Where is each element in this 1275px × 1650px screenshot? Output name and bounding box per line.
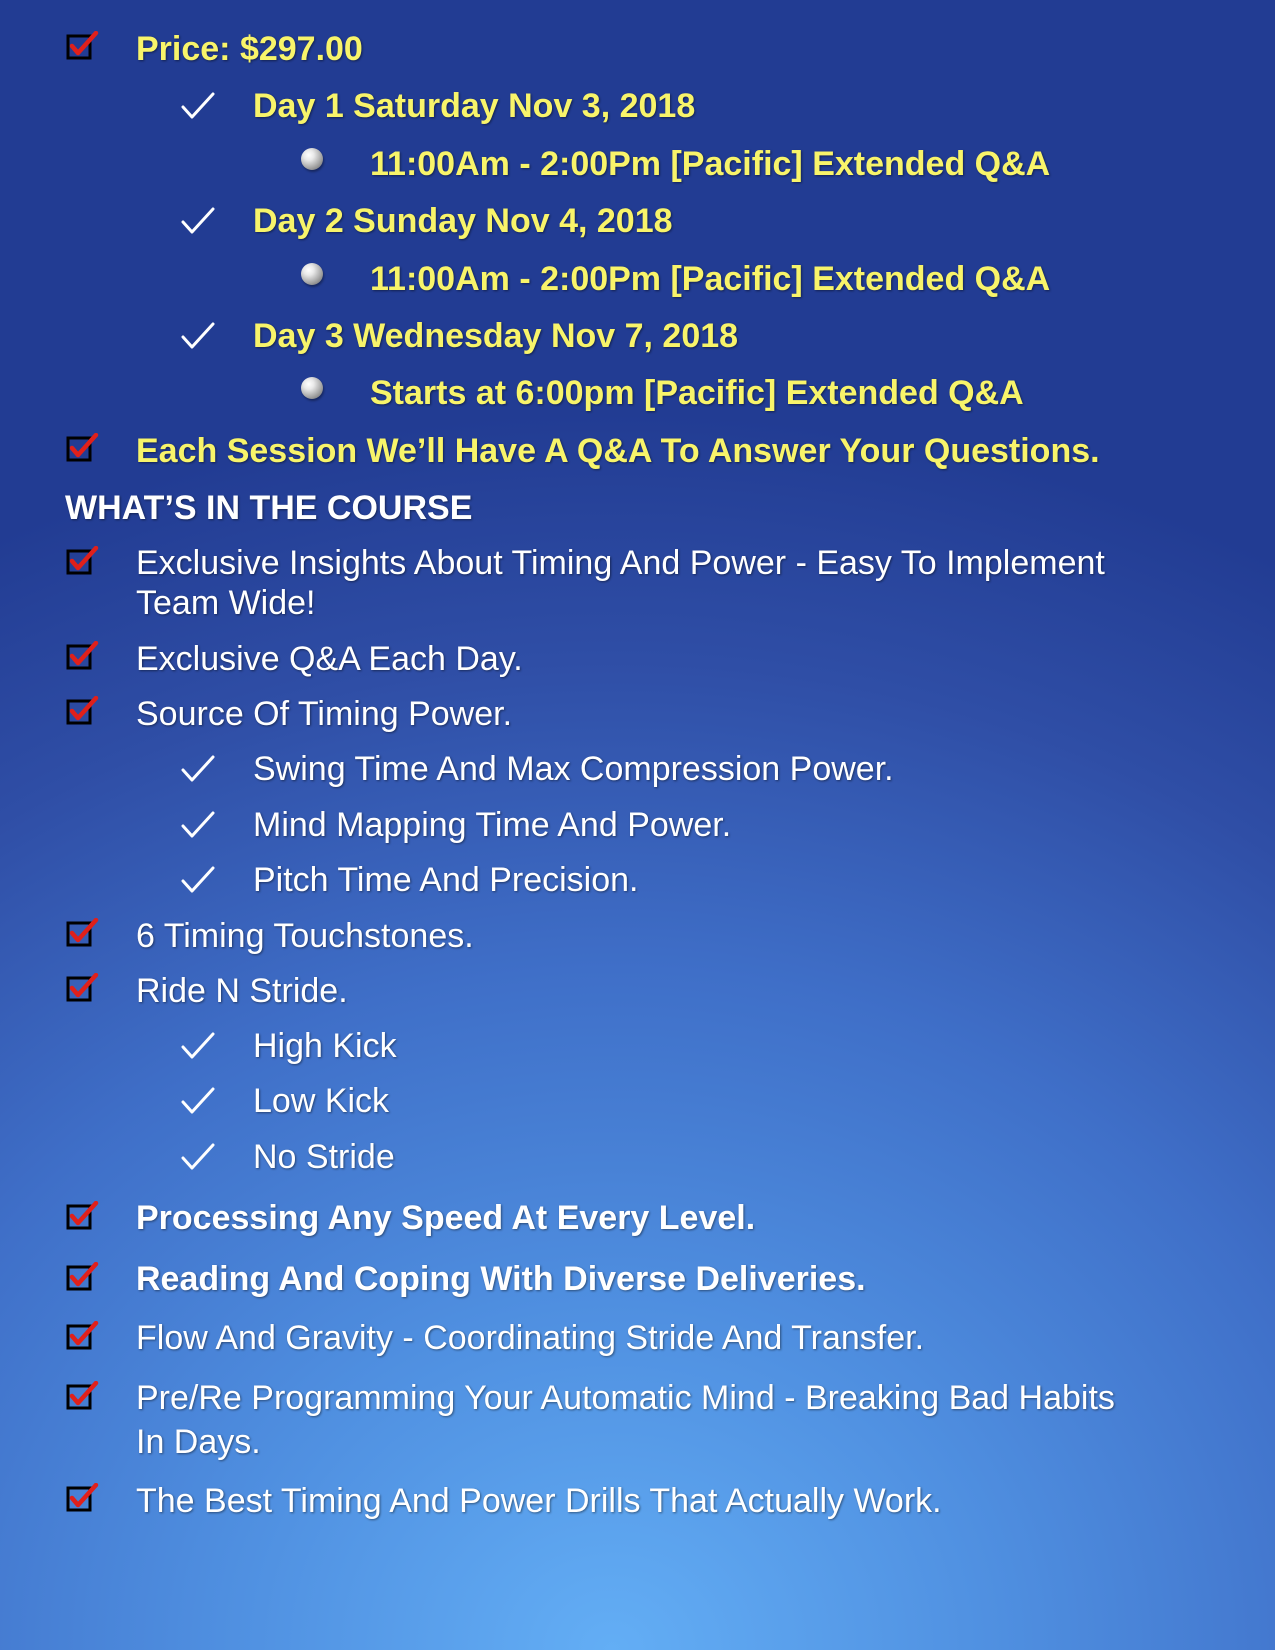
red-checkmark-box-icon xyxy=(66,641,90,665)
course-item-text: Flow And Gravity - Coordinating Stride And Transfer. xyxy=(136,1319,925,1357)
red-checkmark-box-icon xyxy=(66,433,90,457)
silver-ball-bullet-icon xyxy=(301,263,323,285)
course-item-text: Source Of Timing Power. xyxy=(136,695,513,733)
sub-item-text: Low Kick xyxy=(253,1082,390,1120)
checkmark-icon xyxy=(180,320,216,352)
red-checkmark-box-icon xyxy=(66,973,90,997)
course-heading: WHAT’S IN THE COURSE xyxy=(65,489,473,527)
session-note: Each Session We’ll Have A Q&A To Answer Your Questions. xyxy=(136,432,1100,470)
silver-ball-bullet-icon xyxy=(301,148,323,170)
red-checkmark-box-icon xyxy=(66,1262,90,1286)
red-checkmark-box-icon xyxy=(66,1321,90,1345)
price-text: Price: $297.00 xyxy=(136,30,363,68)
checkmark-icon xyxy=(180,90,216,122)
day-1-time: 11:00Am - 2:00Pm [Pacific] Extended Q&A xyxy=(370,145,1051,183)
red-checkmark-box-icon xyxy=(66,31,90,55)
day-2-label: Day 2 Sunday Nov 4, 2018 xyxy=(253,202,673,240)
sub-item-text: No Stride xyxy=(253,1138,395,1176)
course-item-text: Exclusive Insights About Timing And Power - Easy To Implement Team Wide! xyxy=(136,544,1105,622)
course-item-text: Exclusive Q&A Each Day. xyxy=(136,640,523,678)
day-1-label: Day 1 Saturday Nov 3, 2018 xyxy=(253,87,696,125)
checkmark-icon xyxy=(180,864,216,896)
course-item-text: Ride N Stride. xyxy=(136,972,348,1010)
day-3-label: Day 3 Wednesday Nov 7, 2018 xyxy=(253,317,739,355)
sub-item-text: Mind Mapping Time And Power. xyxy=(253,806,732,844)
red-checkmark-box-icon xyxy=(66,1381,90,1405)
day-3-time: Starts at 6:00pm [Pacific] Extended Q&A xyxy=(370,374,1024,412)
red-checkmark-box-icon xyxy=(66,1201,90,1225)
day-2-time: 11:00Am - 2:00Pm [Pacific] Extended Q&A xyxy=(370,260,1051,298)
course-item-text: Processing Any Speed At Every Level. xyxy=(136,1199,756,1237)
sub-item-text: Swing Time And Max Compression Power. xyxy=(253,750,894,788)
red-checkmark-box-icon xyxy=(66,546,90,570)
course-item-text: Reading And Coping With Diverse Deliveries. xyxy=(136,1260,866,1298)
course-item-text: Pre/Re Programming Your Automatic Mind - Breaking Bad Habits In Days. xyxy=(136,1379,1115,1461)
red-checkmark-box-icon xyxy=(66,696,90,720)
checkmark-icon xyxy=(180,809,216,841)
red-checkmark-box-icon xyxy=(66,918,90,942)
silver-ball-bullet-icon xyxy=(301,377,323,399)
checkmark-icon xyxy=(180,1030,216,1062)
course-item-text: 6 Timing Touchstones. xyxy=(136,917,474,955)
sub-item-text: High Kick xyxy=(253,1027,397,1065)
red-checkmark-box-icon xyxy=(66,1483,90,1507)
course-item-text: The Best Timing And Power Drills That Actually Work. xyxy=(136,1482,942,1520)
checkmark-icon xyxy=(180,205,216,237)
checkmark-icon xyxy=(180,1141,216,1173)
checkmark-icon xyxy=(180,1085,216,1117)
sub-item-text: Pitch Time And Precision. xyxy=(253,861,639,899)
checkmark-icon xyxy=(180,753,216,785)
